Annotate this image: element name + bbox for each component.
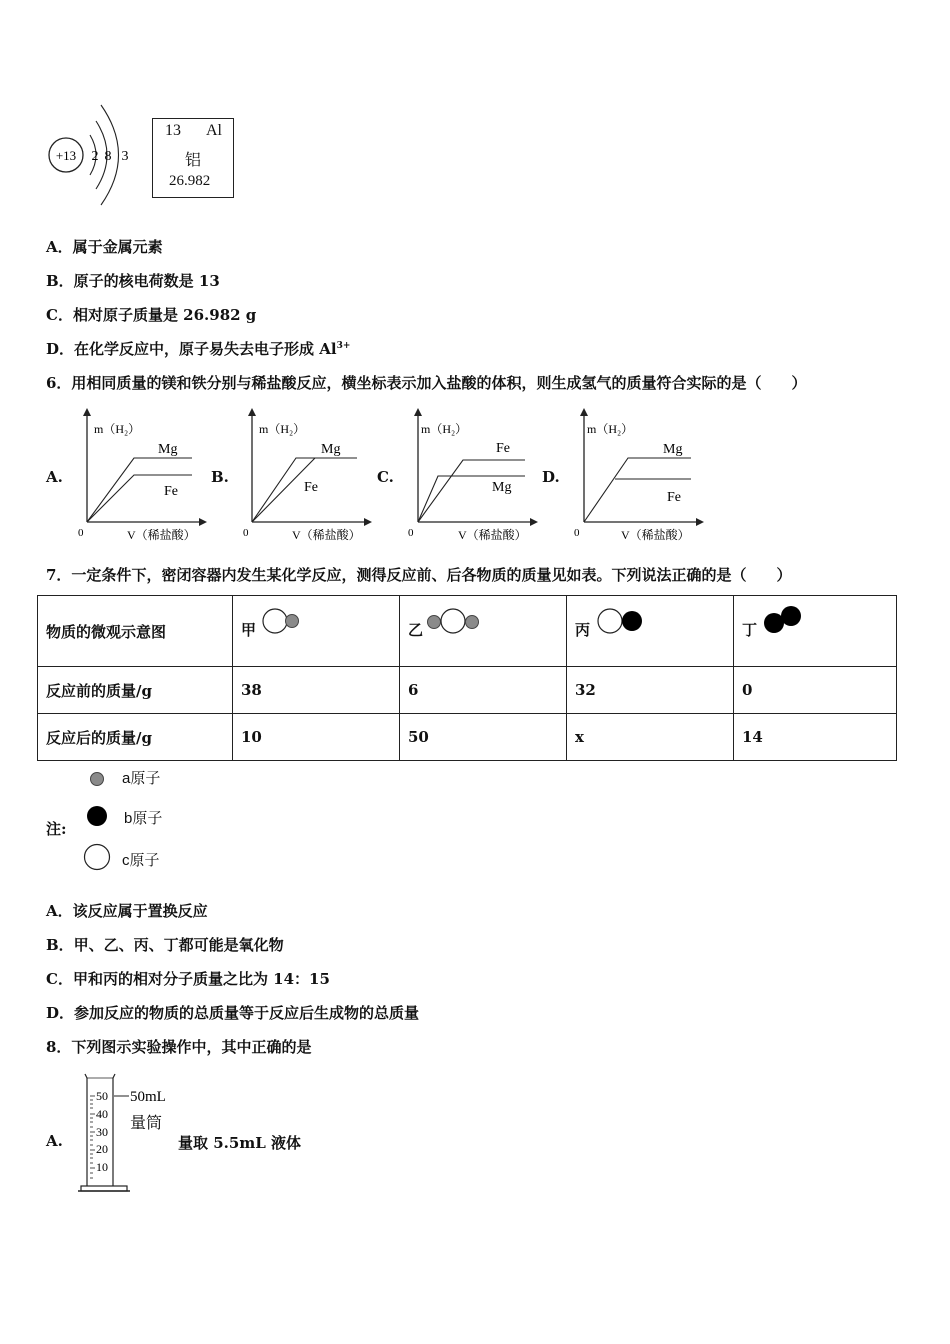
graduated-cylinder-icon: [76, 1072, 186, 1196]
q7-option-b[interactable]: B．甲、乙、丙、丁都可能是氧化物: [46, 936, 284, 954]
nucleus-charge: +13: [55, 148, 77, 163]
q6-label-a[interactable]: A.: [46, 468, 63, 486]
x-axis-label: V（稀盐酸）: [458, 528, 527, 542]
q5-option-d[interactable]: [46, 338, 350, 359]
mass-table: [37, 595, 897, 761]
row-header: 反应后的质量/g: [38, 714, 233, 761]
legend-a-label: a原子: [122, 770, 161, 787]
row-header: 反应前的质量/g: [38, 667, 233, 714]
legend-b-label: b原子: [124, 810, 163, 827]
q7-option-c[interactable]: C．甲和丙的相对分子质量之比为 14：15: [46, 970, 330, 988]
q6-graph-b[interactable]: [239, 406, 379, 546]
table-cell: 50: [400, 714, 567, 761]
origin-label: 0: [243, 527, 249, 539]
table-cell: 10: [233, 714, 400, 761]
svg-text:10: 10: [96, 1160, 108, 1174]
table-cell: 6: [400, 667, 567, 714]
q6-label-d[interactable]: D.: [542, 468, 560, 486]
x-axis-arrow: [199, 518, 207, 526]
substance-label: 甲: [241, 621, 257, 639]
upper-curve-label: Fe: [496, 441, 510, 456]
table-cell: 32: [567, 667, 734, 714]
substance-label: 乙: [408, 621, 424, 639]
svg-text:20: 20: [96, 1142, 108, 1156]
upper-curve-label: Mg: [321, 442, 341, 457]
y-axis-arrow: [248, 408, 256, 416]
molecule-jia-icon: [259, 606, 307, 636]
table-row: [38, 667, 897, 714]
cylinder-capacity: 50mL: [130, 1089, 166, 1105]
svg-text:40: 40: [96, 1107, 108, 1121]
table-cell: 14: [734, 714, 897, 761]
origin-label: 0: [574, 527, 580, 539]
molecule-bing-icon: [595, 606, 649, 636]
atomic-number: 13: [165, 122, 181, 139]
molecule-yi-icon: [426, 606, 486, 636]
x-axis-label: V（稀盐酸）: [621, 528, 690, 542]
q6-label-b[interactable]: B.: [211, 468, 229, 486]
y-axis-label: m（H₂）: [259, 422, 306, 436]
y-axis-arrow: [83, 408, 91, 416]
q5-option-d-text: D．在化学反应中，原子易失去电子形成 Al: [46, 340, 337, 358]
x-axis-arrow: [696, 518, 704, 526]
x-axis-arrow: [364, 518, 372, 526]
q5-option-b[interactable]: B．原子的核电荷数是 13: [46, 272, 220, 290]
lower-curve-label: Fe: [304, 480, 318, 495]
q8-option-a-label[interactable]: A.: [46, 1132, 63, 1150]
shell-electrons-1: 2: [91, 149, 99, 164]
cylinder-name: 量筒: [130, 1115, 163, 1132]
lower-curve-label: Fe: [164, 484, 178, 499]
table-cell: 38: [233, 667, 400, 714]
substance-cell-yi: [400, 596, 567, 667]
q6-graph-d[interactable]: [571, 406, 711, 546]
q6-graph-a[interactable]: [74, 406, 214, 546]
q5-option-d-sup: 3+: [336, 341, 351, 351]
q5-option-a[interactable]: A．属于金属元素: [46, 238, 163, 256]
y-axis-label: m（H₂）: [421, 422, 468, 436]
lower-curve-label: Fe: [667, 490, 681, 505]
legend-b-atom-icon: [84, 803, 110, 829]
substance-cell-bing: [567, 596, 734, 667]
note-label: 注:: [46, 820, 67, 838]
table-cell: 0: [734, 667, 897, 714]
y-axis-arrow: [580, 408, 588, 416]
substance-label: 丙: [575, 621, 591, 639]
y-axis-label: m（H₂）: [94, 422, 141, 436]
table-row: [38, 714, 897, 761]
q6-stem: 6．用相同质量的镁和铁分别与稀盐酸反应，横坐标表示加入盐酸的体积，则生成氢气的质量符合实际的是（ ）: [46, 374, 807, 392]
q5-option-c[interactable]: C．相对原子质量是 26.982 g: [46, 306, 257, 324]
q7-stem: 7．一定条件下，密闭容器内发生某化学反应，测得反应前、后各物质的质量见如表。下列说法正确的是（ ）: [46, 566, 792, 584]
table-row: [38, 596, 897, 667]
element-symbol: Al: [206, 122, 222, 139]
substance-cell-ding: [734, 596, 897, 667]
y-axis-label: m（H₂）: [587, 422, 634, 436]
legend-a-atom-icon: [88, 770, 106, 788]
atom-structure-diagram: [40, 95, 140, 210]
x-axis-arrow: [530, 518, 538, 526]
svg-text:30: 30: [96, 1125, 108, 1139]
legend-c-atom-icon: [81, 841, 113, 873]
substance-cell-jia: [233, 596, 400, 667]
q6-graph-c[interactable]: [405, 406, 545, 546]
table-cell: x: [567, 714, 734, 761]
y-axis-arrow: [414, 408, 422, 416]
element-name: 铝: [185, 152, 202, 169]
row-header: 物质的微观示意图: [38, 596, 233, 667]
x-axis-label: V（稀盐酸）: [127, 528, 196, 542]
origin-label: 0: [408, 527, 414, 539]
origin-label: 0: [78, 527, 84, 539]
q7-option-a[interactable]: A．该反应属于置换反应: [46, 902, 208, 920]
q8-stem: 8．下列图示实验操作中，其中正确的是: [46, 1038, 312, 1056]
lower-curve-label: Mg: [492, 480, 512, 495]
q8-option-a-text: 量取 5.5mL 液体: [178, 1134, 301, 1152]
element-card: [152, 118, 234, 198]
upper-curve-label: Mg: [158, 442, 178, 457]
substance-label: 丁: [742, 621, 758, 639]
molecule-ding-icon: [760, 604, 810, 636]
legend-c-label: c原子: [122, 852, 160, 869]
atomic-mass: 26.982: [169, 173, 211, 189]
shell-electrons-2: 8: [104, 149, 112, 164]
q7-option-d[interactable]: D．参加反应的物质的总质量等于反应后生成物的总质量: [46, 1004, 420, 1022]
upper-curve-label: Mg: [663, 442, 683, 457]
x-axis-label: V（稀盐酸）: [292, 528, 361, 542]
shell-electrons-3: 3: [121, 149, 129, 164]
q6-label-c[interactable]: C.: [377, 468, 394, 486]
svg-text:50: 50: [96, 1089, 108, 1103]
